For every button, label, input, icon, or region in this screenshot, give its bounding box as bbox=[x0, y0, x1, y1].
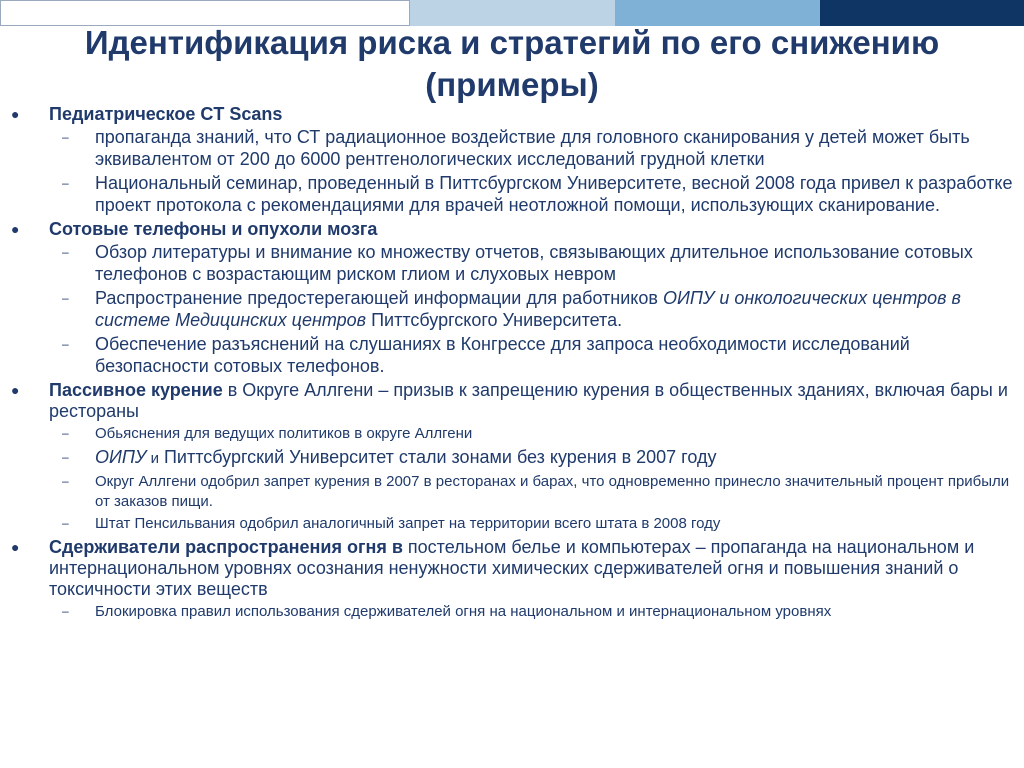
list-item: – ОИПУ и Питтсбургский Университет стали зонами без курения в 2007 году bbox=[62, 446, 717, 467]
dash-icon: – bbox=[62, 426, 69, 440]
dash-icon: – bbox=[62, 291, 69, 305]
section-heading: Сотовые телефоны и опухоли мозга bbox=[49, 219, 378, 239]
bullet-icon: ● bbox=[11, 106, 20, 122]
section-heading: Сдерживатели распространения огня в bbox=[49, 536, 403, 557]
bullet-icon: ● bbox=[11, 382, 20, 398]
section-passive-smoking: ● Пассивное курение в Округе Аллгени – призыв к запрещению курения в общественных зданиях, включая бары и рестораны bbox=[11, 380, 1008, 421]
dash-icon: – bbox=[62, 603, 69, 618]
dash-icon: – bbox=[62, 130, 69, 144]
slide-title: Идентификация риска и стратегий по его снижению (примеры) bbox=[84, 24, 940, 103]
dash-icon: – bbox=[62, 449, 69, 464]
bullet-icon: ● bbox=[11, 538, 20, 555]
dash-icon: – bbox=[62, 176, 69, 190]
list-item: – Штат Пенсильвания одобрил аналогичный запрет на территории всего штата в 2008 году bbox=[62, 515, 721, 532]
dash-icon: – bbox=[62, 474, 69, 488]
bullet-icon: ● bbox=[11, 221, 20, 237]
list-item: – Обьяснения для ведущих политиков в округе Аллгени bbox=[62, 425, 473, 442]
section-cell-phones bbox=[0, 219, 1024, 240]
list-item: – Округ Аллгени одобрил запрет курения в 2007 в ресторанах и барах, что одновременно принесло значительный процент прибыли от заказов пищи. bbox=[62, 473, 1010, 510]
section-pediatric-ct bbox=[0, 104, 1024, 125]
list-item: – Блокировка правил использования сдерживателей огня на национальном и интернациональном уровнях bbox=[62, 602, 832, 620]
list-item: – Обеспечение разъяснений на слушаниях в Конгрессе для запроса необходимости исследований безопасности сотовых телефонов. bbox=[62, 334, 910, 376]
dash-icon: – bbox=[62, 516, 69, 530]
slide-body bbox=[0, 104, 1024, 624]
section-heading: Пассивное курение bbox=[49, 380, 223, 400]
list-item: – Обзор литературы и внимание ко множеству отчетов, связывающих длительное использование сотовых телефонов с возрастающим риском глиом и слуховых невром bbox=[62, 242, 973, 284]
dash-icon: – bbox=[62, 337, 69, 351]
section-heading: Педиатрическое CT Scans bbox=[49, 104, 283, 124]
list-item: – Распространение предостерегающей информации для работников ОИПУ и онкологических центров в системе Медицинских центров Питтсбургского Университета. bbox=[62, 288, 961, 330]
dash-icon: – bbox=[62, 245, 69, 259]
list-item: – пропаганда знаний, что СТ радиационное воздействие для головного сканирования у детей может быть эквивалентом от 200 до 6000 рентгенологических исследований грудной клетки bbox=[62, 127, 970, 169]
list-item: – Национальный семинар, проведенный в Питтсбургском Университете, весной 2008 года привел к разработке проект протокола с рекомендациями для врачей неотложной помощи, использующих сканирование. bbox=[62, 173, 1013, 215]
section-fire-retardants: ● Сдерживатели распространения огня в постельном белье и компьютерах – пропаганда на национальном и интернациональном уровнях осознания ненужности химических сдерживателей огня и повышения знаний о токсичности этих веществ bbox=[11, 536, 975, 599]
